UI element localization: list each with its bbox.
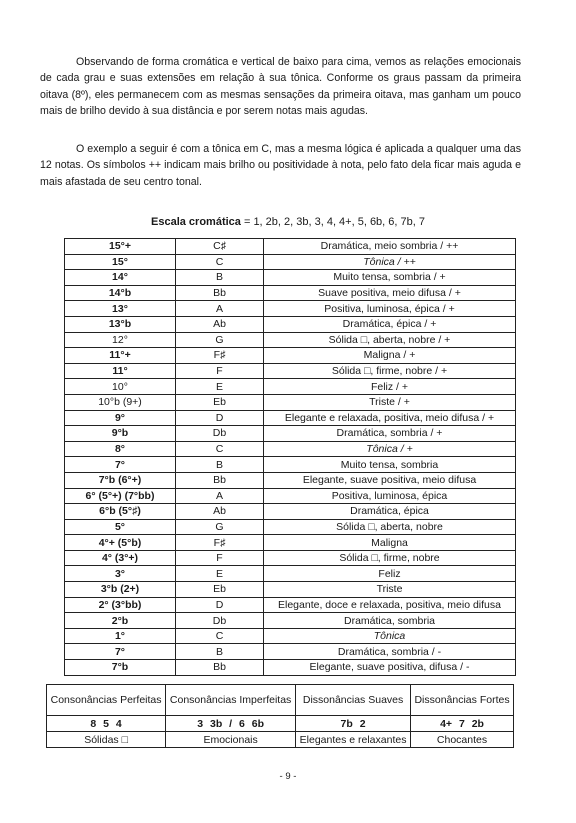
description-cell: Dramática, sombria / - bbox=[264, 644, 516, 660]
description-cell: Positiva, luminosa, épica bbox=[264, 488, 516, 504]
description-cell: Elegante, suave positiva, meio difusa bbox=[264, 472, 516, 488]
grade-cell: 6° (5°+) (7°bb) bbox=[65, 488, 176, 504]
note-cell: C bbox=[176, 441, 264, 457]
table-title-rest: = 1, 2b, 2, 3b, 3, 4, 4+, 5, 6b, 6, 7b, 7 bbox=[240, 216, 425, 228]
grade-cell: 9°b bbox=[65, 426, 176, 442]
note-cell: A bbox=[176, 488, 264, 504]
description-cell: Tônica / + bbox=[264, 441, 516, 457]
intro-paragraph: Observando de forma cromática e vertical de baixo para cima, vemos as relações emocionais de cada grau e suas extensões em relação à sua tônica. Conforme os graus passam da primeira oitava (8º), eles permanecem com as mesmas sensações da primeira oitava, mas ganham um pouco mais de brilho devido à sua distância e por serem notas mais agudas. bbox=[40, 56, 521, 118]
note-cell: A bbox=[176, 301, 264, 317]
grade-cell: 5° bbox=[65, 519, 176, 535]
table-row bbox=[65, 441, 516, 457]
note-cell: Db bbox=[176, 613, 264, 629]
summary-nums-1: 8 5 4 bbox=[47, 716, 166, 732]
description-cell: Dramática, meio sombria / ++ bbox=[264, 239, 516, 255]
grade-cell: 14° bbox=[65, 270, 176, 286]
note-cell: Ab bbox=[176, 316, 264, 332]
note-cell: B bbox=[176, 644, 264, 660]
description-cell: Dramática, sombria bbox=[264, 613, 516, 629]
table-row bbox=[65, 379, 516, 395]
description-cell: Positiva, luminosa, épica / + bbox=[264, 301, 516, 317]
table-row bbox=[65, 270, 516, 286]
table-row bbox=[65, 332, 516, 348]
note-cell: C bbox=[176, 254, 264, 270]
description-cell: Elegante, doce e relaxada, positiva, meio difusa bbox=[264, 597, 516, 613]
summary-mood-2: Emocionais bbox=[166, 732, 296, 748]
description-cell: Triste bbox=[264, 582, 516, 598]
summary-nums-4: 4+ 7 2b bbox=[411, 716, 514, 732]
table-row bbox=[65, 285, 516, 301]
grade-cell: 13°b bbox=[65, 316, 176, 332]
grade-cell: 8° bbox=[65, 441, 176, 457]
grade-cell: 4°+ (5°b) bbox=[65, 535, 176, 551]
summary-head-1: Consonâncias Perfeitas bbox=[47, 685, 166, 716]
description-cell: Triste / + bbox=[264, 394, 516, 410]
table-row bbox=[65, 566, 516, 582]
description-cell: Tônica bbox=[264, 628, 516, 644]
note-cell: Ab bbox=[176, 504, 264, 520]
table-row bbox=[65, 426, 516, 442]
note-cell: B bbox=[176, 270, 264, 286]
note-cell: C♯ bbox=[176, 239, 264, 255]
grade-cell: 7°b (6°+) bbox=[65, 472, 176, 488]
grade-cell: 13° bbox=[65, 301, 176, 317]
grade-cell: 11° bbox=[65, 363, 176, 379]
grade-cell: 10° bbox=[65, 379, 176, 395]
note-cell: F♯ bbox=[176, 535, 264, 551]
note-cell: F bbox=[176, 550, 264, 566]
note-cell: Bb bbox=[176, 660, 264, 676]
summary-mood-4: Chocantes bbox=[411, 732, 514, 748]
table-row bbox=[65, 613, 516, 629]
grade-cell: 2° (3°bb) bbox=[65, 597, 176, 613]
table-row bbox=[65, 535, 516, 551]
note-cell: Bb bbox=[176, 472, 264, 488]
grade-cell: 3°b (2+) bbox=[65, 582, 176, 598]
description-cell: Feliz / + bbox=[264, 379, 516, 395]
table-row bbox=[65, 582, 516, 598]
note-cell: Db bbox=[176, 426, 264, 442]
note-cell: Bb bbox=[176, 285, 264, 301]
example-paragraph: O exemplo a seguir é com a tônica em C, mas a mesma lógica é aplicada a qualquer uma das 12 notas. Os símbolos ++ indicam mais brilho ou positividade à nota, pelo fato dela ficar mais aguda e mais afastada de seu centro tonal. bbox=[40, 143, 521, 188]
note-cell: F bbox=[176, 363, 264, 379]
description-cell: Maligna / + bbox=[264, 348, 516, 364]
table-row bbox=[65, 457, 516, 473]
description-cell: Dramática, épica bbox=[264, 504, 516, 520]
description-cell: Dramática, épica / + bbox=[264, 316, 516, 332]
grade-cell: 15°+ bbox=[65, 239, 176, 255]
grade-cell: 9° bbox=[65, 410, 176, 426]
grade-cell: 11°+ bbox=[65, 348, 176, 364]
description-cell: Muito tensa, sombria / + bbox=[264, 270, 516, 286]
table-row bbox=[65, 239, 516, 255]
description-cell: Sólida □, aberta, nobre bbox=[264, 519, 516, 535]
grade-cell: 7°b bbox=[65, 660, 176, 676]
table-row bbox=[65, 316, 516, 332]
note-cell: D bbox=[176, 410, 264, 426]
page-number: - 9 - bbox=[279, 771, 297, 782]
table-row bbox=[65, 550, 516, 566]
note-cell: G bbox=[176, 519, 264, 535]
table-row bbox=[65, 644, 516, 660]
description-cell: Elegante e relaxada, positiva, meio difusa / + bbox=[264, 410, 516, 426]
grade-cell: 10°b (9+) bbox=[65, 394, 176, 410]
table-row bbox=[65, 301, 516, 317]
table-row bbox=[65, 348, 516, 364]
summary-head-2: Consonâncias Imperfeitas bbox=[166, 685, 296, 716]
table-row bbox=[65, 660, 516, 676]
note-cell: B bbox=[176, 457, 264, 473]
interval-summary-table bbox=[46, 684, 514, 748]
table-row bbox=[65, 504, 516, 520]
grade-cell: 1° bbox=[65, 628, 176, 644]
table-row bbox=[65, 254, 516, 270]
grade-cell: 4° (3°+) bbox=[65, 550, 176, 566]
table-row bbox=[65, 628, 516, 644]
description-cell: Sólida □, firme, nobre / + bbox=[264, 363, 516, 379]
grade-cell: 7° bbox=[65, 457, 176, 473]
note-cell: C bbox=[176, 628, 264, 644]
table-title bbox=[0, 216, 576, 228]
table-row bbox=[65, 597, 516, 613]
chromatic-scale-table bbox=[64, 238, 516, 676]
table-row bbox=[65, 472, 516, 488]
table-title-bold: Escala cromática bbox=[151, 216, 241, 228]
grade-cell: 7° bbox=[65, 644, 176, 660]
note-cell: E bbox=[176, 379, 264, 395]
table-row bbox=[65, 519, 516, 535]
grade-cell: 15° bbox=[65, 254, 176, 270]
table-row bbox=[65, 394, 516, 410]
grade-cell: 6°b (5°♯) bbox=[65, 504, 176, 520]
note-cell: E bbox=[176, 566, 264, 582]
summary-head-3: Dissonâncias Suaves bbox=[296, 685, 411, 716]
description-cell: Suave positiva, meio difusa / + bbox=[264, 285, 516, 301]
grade-cell: 14°b bbox=[65, 285, 176, 301]
description-cell: Sólida □, firme, nobre bbox=[264, 550, 516, 566]
note-cell: Eb bbox=[176, 582, 264, 598]
table-row bbox=[65, 488, 516, 504]
description-cell: Feliz bbox=[264, 566, 516, 582]
description-cell: Muito tensa, sombria bbox=[264, 457, 516, 473]
summary-mood-3: Elegantes e relaxantes bbox=[296, 732, 411, 748]
table-row bbox=[65, 410, 516, 426]
table-row bbox=[65, 363, 516, 379]
grade-cell: 2°b bbox=[65, 613, 176, 629]
note-cell: G bbox=[176, 332, 264, 348]
description-cell: Dramática, sombria / + bbox=[264, 426, 516, 442]
description-cell: Elegante, suave positiva, difusa / - bbox=[264, 660, 516, 676]
grade-cell: 3° bbox=[65, 566, 176, 582]
summary-nums-3: 7b 2 bbox=[296, 716, 411, 732]
summary-mood-1: Sólidas □ bbox=[47, 732, 166, 748]
description-cell: Sólida □, aberta, nobre / + bbox=[264, 332, 516, 348]
description-cell: Maligna bbox=[264, 535, 516, 551]
description-cell: Tônica / ++ bbox=[264, 254, 516, 270]
grade-cell: 12° bbox=[65, 332, 176, 348]
note-cell: F♯ bbox=[176, 348, 264, 364]
summary-nums-2: 3 3b / 6 6b bbox=[166, 716, 296, 732]
summary-head-4: Dissonâncias Fortes bbox=[411, 685, 514, 716]
note-cell: D bbox=[176, 597, 264, 613]
note-cell: Eb bbox=[176, 394, 264, 410]
